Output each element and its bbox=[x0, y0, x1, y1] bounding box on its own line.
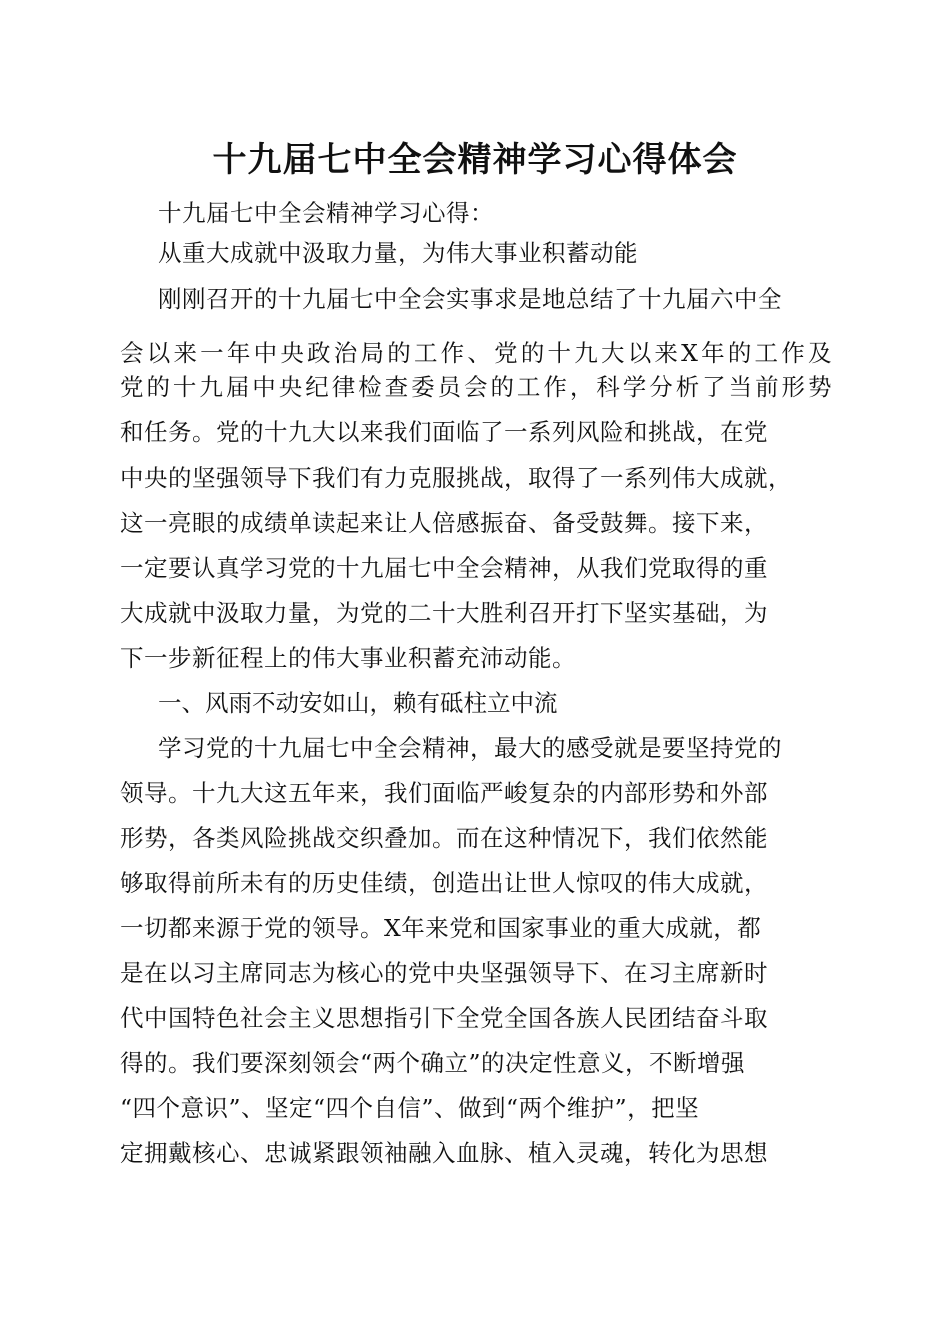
paragraph2-line: 一切都来源于党的领导。X年来党和国家事业的重大成就，都 bbox=[120, 914, 762, 942]
paragraph2-line: “四个意识”、坚定“四个自信”、做到“两个维护”，把坚 bbox=[120, 1094, 700, 1122]
paragraph2-line: 定拥戴核心、忠诚紧跟领袖融入血脉、植入灵魂，转化为思想 bbox=[120, 1139, 768, 1167]
paragraph2-line: 形势，各类风险挑战交织叠加。而在这种情况下，我们依然能 bbox=[120, 824, 768, 852]
paragraph2-line: 得的。我们要深刻领会“两个确立”的决定性意义，不断增强 bbox=[120, 1049, 746, 1077]
paragraph1-line: 下一步新征程上的伟大事业积蓄充沛动能。 bbox=[120, 644, 576, 672]
intro-label: 十九届七中全会精神学习心得： bbox=[158, 199, 494, 227]
paragraph1-line: 刚刚召开的十九届七中全会实事求是地总结了十九届六中全 bbox=[158, 285, 782, 313]
section-heading: 一、风雨不动安如山，赖有砥柱立中流 bbox=[158, 689, 558, 717]
paragraph2-line: 学习党的十九届七中全会精神，最大的感受就是要坚持党的 bbox=[158, 734, 782, 762]
paragraph1-line: 党的十九届中央纪律检查委员会的工作，科学分析了当前形势 bbox=[120, 373, 832, 401]
paragraph1-line: 中央的坚强领导下我们有力克服挑战，取得了一系列伟大成就， bbox=[120, 464, 792, 492]
paragraph1-line: 这一亮眼的成绩单读起来让人倍感振奋、备受鼓舞。接下来， bbox=[120, 509, 768, 537]
paragraph1-line: 和任务。党的十九大以来我们面临了一系列风险和挑战，在党 bbox=[120, 418, 768, 446]
paragraph2-line: 领导。十九大这五年来，我们面临严峻复杂的内部形势和外部 bbox=[120, 779, 768, 807]
paragraph2-line: 够取得前所未有的历史佳绩，创造出让世人惊叹的伟大成就， bbox=[120, 869, 768, 897]
paragraph1-line: 会以来一年中央政治局的工作、党的十九大以来X年的工作及 bbox=[120, 339, 832, 367]
subtitle: 从重大成就中汲取力量，为伟大事业积蓄动能 bbox=[158, 239, 638, 267]
paragraph2-line: 是在以习主席同志为核心的党中央坚强领导下、在习主席新时 bbox=[120, 959, 768, 987]
document-title: 十九届七中全会精神学习心得体会 bbox=[212, 140, 738, 180]
paragraph2-line: 代中国特色社会主义思想指引下全党全国各族人民团结奋斗取 bbox=[120, 1004, 768, 1032]
paragraph1-line: 一定要认真学习党的十九届七中全会精神，从我们党取得的重 bbox=[120, 554, 768, 582]
paragraph1-line: 大成就中汲取力量，为党的二十大胜利召开打下坚实基础，为 bbox=[120, 599, 768, 627]
